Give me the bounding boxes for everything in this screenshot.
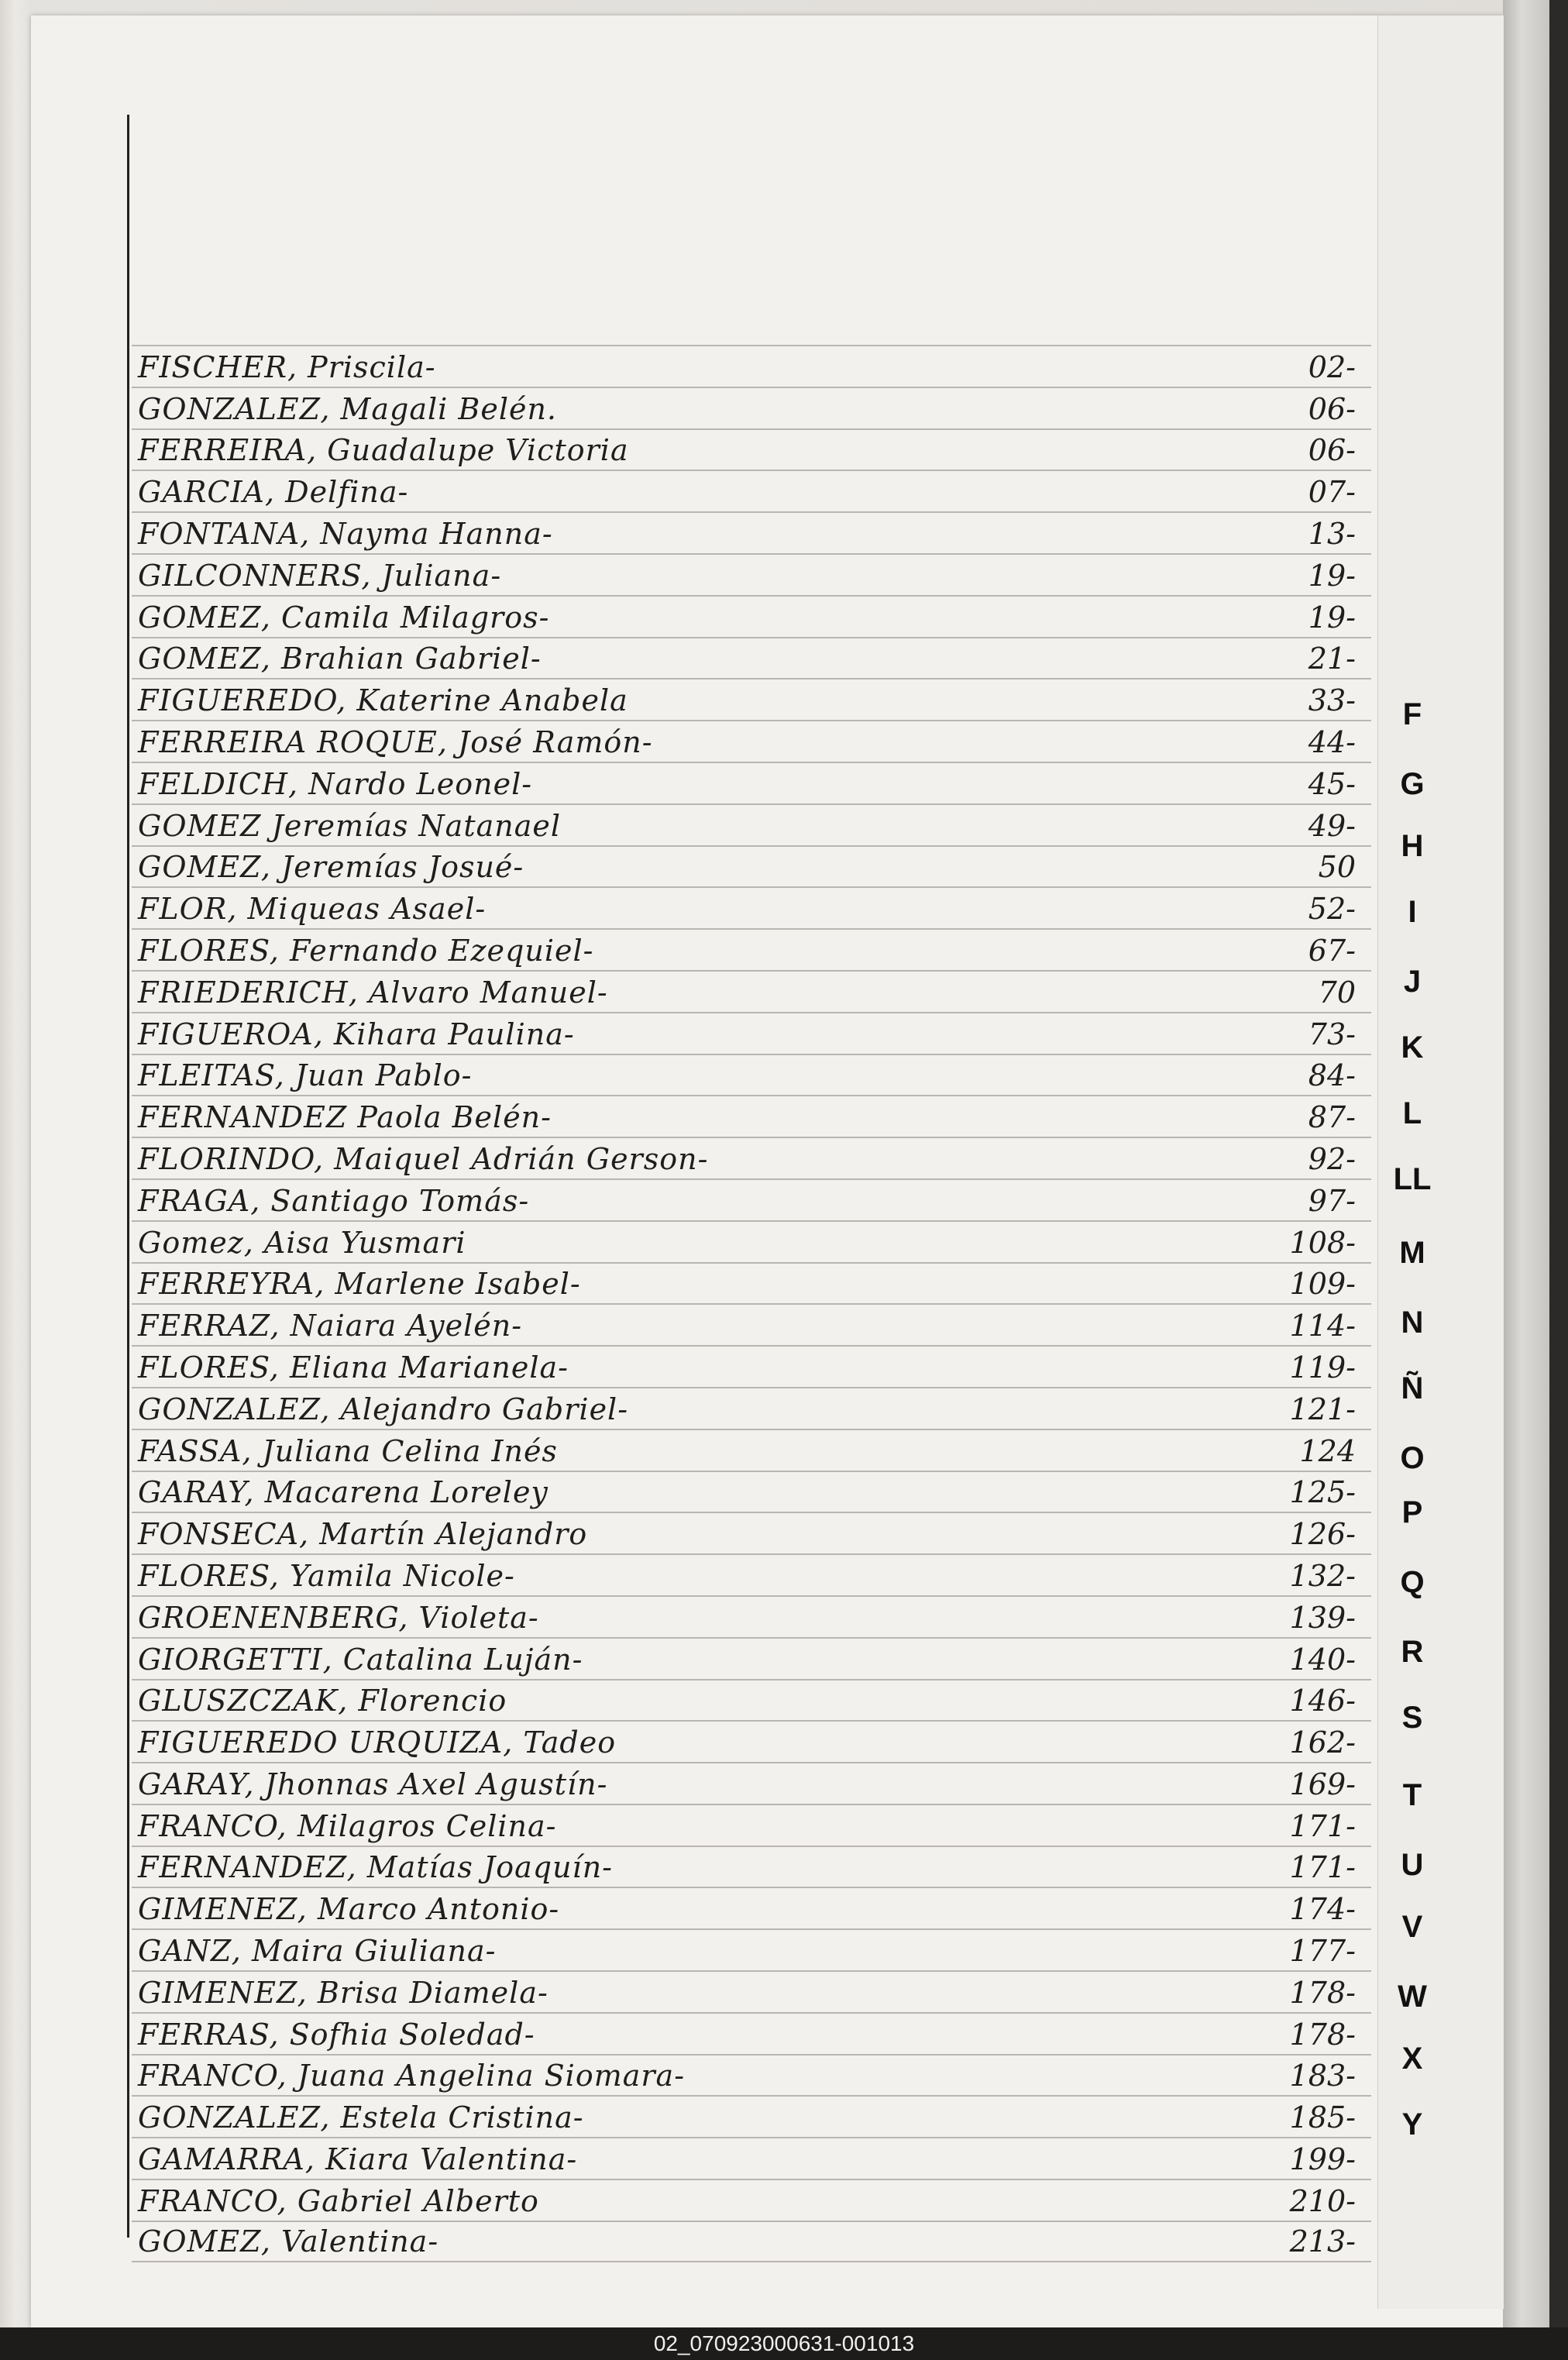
entry-page-number: 132- bbox=[1289, 1558, 1356, 1593]
entry-page-number: 139- bbox=[1289, 1600, 1356, 1635]
index-tab-letter[interactable]: M bbox=[1399, 1236, 1425, 1270]
ledger-row bbox=[132, 1762, 1371, 1804]
entry-page-number: 178- bbox=[1289, 2017, 1356, 2052]
entry-name: GARAY, Macarena Loreley bbox=[138, 1475, 548, 1510]
entry-page-number: 171- bbox=[1289, 1850, 1356, 1885]
ledger-row bbox=[132, 1345, 1371, 1387]
entry-name: GOMEZ, Valentina- bbox=[138, 2224, 439, 2259]
ledger-row bbox=[132, 1387, 1371, 1429]
entry-page-number: 146- bbox=[1289, 1684, 1356, 1718]
entry-page-number: 114- bbox=[1289, 1309, 1356, 1343]
entry-name: FERNANDEZ Paola Belén- bbox=[138, 1100, 552, 1135]
entry-page-number: 169- bbox=[1289, 1767, 1356, 1801]
ledger-row bbox=[132, 1887, 1371, 1928]
ledger-row bbox=[132, 1553, 1371, 1595]
entry-name: GOMEZ, Jeremías Josué- bbox=[138, 850, 524, 885]
entry-name: GAMARRA, Kiara Valentina- bbox=[138, 2142, 578, 2177]
entry-page-number: 07- bbox=[1308, 475, 1356, 510]
entry-name: FRAGA, Santiago Tomás- bbox=[138, 1183, 530, 1218]
entry-page-number: 177- bbox=[1289, 1934, 1356, 1969]
ledger-row bbox=[132, 1012, 1371, 1054]
entry-name: FELDICH, Nardo Leonel- bbox=[138, 766, 533, 801]
ledger-row bbox=[132, 803, 1371, 845]
entry-name: FLORES, Yamila Nicole- bbox=[138, 1558, 515, 1593]
entry-name: FERRAS, Sofhia Soledad- bbox=[138, 2017, 535, 2052]
entry-name: GONZALEZ, Estela Cristina- bbox=[138, 2100, 584, 2135]
entry-name: GOMEZ, Camila Milagros- bbox=[138, 600, 550, 635]
entry-name: GARCIA, Delfina- bbox=[138, 475, 409, 510]
entry-name: GANZ, Maira Giuliana- bbox=[138, 1934, 497, 1969]
entry-page-number: 52- bbox=[1308, 892, 1356, 927]
entry-page-number: 70 bbox=[1318, 975, 1356, 1010]
index-tab-letter[interactable]: P bbox=[1401, 1495, 1423, 1529]
entry-page-number: 126- bbox=[1289, 1517, 1356, 1552]
image-id-footer: 02_070923000631-001013 bbox=[0, 2327, 1568, 2360]
entry-page-number: 21- bbox=[1308, 642, 1356, 676]
index-tab-letter[interactable]: F bbox=[1402, 697, 1422, 731]
ledger-row bbox=[132, 2095, 1371, 2137]
entry-page-number: 178- bbox=[1289, 1975, 1356, 2010]
entry-name: FASSA, Juliana Celina Inés bbox=[138, 1433, 558, 1468]
entry-page-number: 199- bbox=[1289, 2142, 1356, 2177]
entry-page-number: 140- bbox=[1289, 1642, 1356, 1677]
ledger-row bbox=[132, 1054, 1371, 1096]
entry-page-number: 124 bbox=[1299, 1433, 1356, 1468]
entry-name: FONTANA, Nayma Hanna- bbox=[138, 516, 553, 551]
entry-page-number: 174- bbox=[1289, 1892, 1356, 1927]
entry-name: FLEITAS, Juan Pablo- bbox=[138, 1058, 473, 1093]
index-tab-letter[interactable]: J bbox=[1403, 965, 1422, 999]
entry-name: FERREIRA, Guadalupe Victoria bbox=[138, 433, 629, 468]
ledger-row bbox=[132, 1262, 1371, 1304]
entry-page-number: 44- bbox=[1308, 724, 1356, 759]
ledger-row bbox=[132, 886, 1371, 928]
entry-page-number: 108- bbox=[1289, 1225, 1356, 1260]
index-tab-letter[interactable]: X bbox=[1401, 2042, 1423, 2076]
entry-name: FIGUEREDO, Katerine Anabela bbox=[138, 683, 628, 718]
index-tab-letter[interactable]: W bbox=[1398, 1980, 1427, 2014]
entry-name: FRANCO, Gabriel Alberto bbox=[138, 2183, 539, 2218]
entry-name: Gomez, Aisa Yusmari bbox=[138, 1225, 466, 1260]
entry-page-number: 49- bbox=[1308, 808, 1356, 843]
entry-page-number: 50 bbox=[1318, 850, 1356, 885]
ledger-row bbox=[132, 1637, 1371, 1679]
entry-name: FRANCO, Milagros Celina- bbox=[138, 1808, 557, 1843]
entry-page-number: 73- bbox=[1308, 1017, 1356, 1051]
index-tab-letter[interactable]: Ñ bbox=[1401, 1371, 1424, 1405]
ledger-row bbox=[132, 2137, 1371, 2179]
entry-name: GIMENEZ, Marco Antonio- bbox=[138, 1892, 560, 1927]
ledger-row bbox=[132, 845, 1371, 887]
index-tab-letter[interactable]: Y bbox=[1401, 2107, 1423, 2142]
index-tab-letter[interactable]: O bbox=[1400, 1441, 1425, 1475]
entry-page-number: 185- bbox=[1289, 2100, 1356, 2135]
entry-name: GROENENBERG, Violeta- bbox=[138, 1600, 539, 1635]
entry-name: GLUSZCZAK, Florencio bbox=[138, 1684, 507, 1718]
index-tab-letter[interactable]: I bbox=[1408, 895, 1417, 929]
entry-name: GARAY, Jhonnas Axel Agustín- bbox=[138, 1767, 608, 1801]
index-tab-letter[interactable]: R bbox=[1401, 1635, 1424, 1669]
ledger-row bbox=[132, 1720, 1371, 1762]
entry-page-number: 125- bbox=[1289, 1475, 1356, 1510]
ledger-row bbox=[132, 2179, 1371, 2221]
ledger-row bbox=[132, 637, 1371, 679]
entry-page-number: 19- bbox=[1308, 558, 1356, 593]
entry-page-number: 87- bbox=[1308, 1100, 1356, 1135]
entry-page-number: 183- bbox=[1289, 2059, 1356, 2093]
entry-name: FRIEDERICH, Alvaro Manuel- bbox=[138, 975, 608, 1010]
ledger-row bbox=[132, 2012, 1371, 2054]
entry-page-number: 33- bbox=[1308, 683, 1356, 718]
ledger-row bbox=[132, 428, 1371, 470]
entry-name: FERRAZ, Naiara Ayelén- bbox=[138, 1309, 523, 1343]
ledger-row bbox=[132, 1512, 1371, 1553]
ledger-row bbox=[132, 470, 1371, 511]
entry-page-number: 06- bbox=[1308, 433, 1356, 468]
entry-name: GONZALEZ, Alejandro Gabriel- bbox=[138, 1392, 629, 1426]
margin-rule bbox=[127, 115, 129, 2238]
index-tab-letter[interactable]: L bbox=[1402, 1096, 1422, 1130]
ledger-row bbox=[132, 345, 1371, 387]
ledger-row bbox=[132, 595, 1371, 637]
ledger-row bbox=[132, 720, 1371, 762]
ledger-row bbox=[132, 387, 1371, 428]
entry-page-number: 06- bbox=[1308, 391, 1356, 426]
ledger-row bbox=[132, 1804, 1371, 1846]
ledger-row bbox=[132, 1679, 1371, 1721]
ledger-row bbox=[132, 1595, 1371, 1637]
index-tab-letter[interactable]: Q bbox=[1400, 1565, 1425, 1599]
entry-page-number: 92- bbox=[1308, 1141, 1356, 1176]
entry-page-number: 171- bbox=[1289, 1808, 1356, 1843]
ledger-row bbox=[132, 1928, 1371, 1970]
index-tab-letter[interactable]: T bbox=[1402, 1778, 1422, 1812]
entry-page-number: 67- bbox=[1308, 933, 1356, 968]
entry-page-number: 02- bbox=[1308, 349, 1356, 384]
entry-page-number: 121- bbox=[1289, 1392, 1356, 1426]
ledger-row bbox=[132, 928, 1371, 970]
entry-name: FERREIRA ROQUE, José Ramón- bbox=[138, 724, 653, 759]
index-tab-letter[interactable]: K bbox=[1401, 1030, 1424, 1065]
entry-name: FERNANDEZ, Matías Joaquín- bbox=[138, 1850, 614, 1885]
entry-name: GOMEZ, Brahian Gabriel- bbox=[138, 642, 542, 676]
index-tab-letter[interactable]: V bbox=[1401, 1910, 1423, 1944]
ledger-row bbox=[132, 1970, 1371, 2012]
entry-page-number: 84- bbox=[1308, 1058, 1356, 1093]
index-tab-letter[interactable]: H bbox=[1401, 829, 1424, 863]
ledger-row bbox=[132, 1846, 1371, 1887]
index-tab-letter[interactable]: G bbox=[1400, 767, 1425, 801]
entry-name: FIGUEREDO URQUIZA, Tadeo bbox=[138, 1725, 617, 1760]
ledger-row bbox=[132, 970, 1371, 1012]
ledger-row bbox=[132, 1137, 1371, 1178]
entry-name: FIGUEROA, Kihara Paulina- bbox=[138, 1017, 575, 1051]
ledger-row bbox=[132, 1220, 1371, 1262]
ledger-row bbox=[132, 2221, 1371, 2262]
index-tab-letter[interactable]: U bbox=[1401, 1848, 1424, 1882]
index-tab-letter[interactable]: S bbox=[1401, 1701, 1423, 1735]
entry-name: FLORES, Fernando Ezequiel- bbox=[138, 933, 594, 968]
entry-page-number: 109- bbox=[1289, 1267, 1356, 1302]
ledger-row bbox=[132, 2054, 1371, 2096]
ledger-row bbox=[132, 678, 1371, 720]
entry-name: GILCONNERS, Juliana- bbox=[138, 558, 502, 593]
entry-page-number: 162- bbox=[1289, 1725, 1356, 1760]
entry-name: FLORINDO, Maiquel Adrián Gerson- bbox=[138, 1141, 709, 1176]
ledger-row bbox=[132, 1303, 1371, 1345]
entry-name: FERREYRA, Marlene Isabel- bbox=[138, 1267, 581, 1302]
binder-spine bbox=[1503, 0, 1549, 2327]
entry-name: FLORES, Eliana Marianela- bbox=[138, 1350, 569, 1385]
ledger-row bbox=[132, 511, 1371, 553]
entry-name: FONSECA, Martín Alejandro bbox=[138, 1517, 588, 1552]
entry-name: FLOR, Miqueas Asael- bbox=[138, 892, 487, 927]
entry-page-number: 210- bbox=[1289, 2183, 1356, 2218]
entry-page-number: 19- bbox=[1308, 600, 1356, 635]
index-ledger bbox=[132, 345, 1371, 2262]
entry-page-number: 97- bbox=[1308, 1183, 1356, 1218]
entry-page-number: 45- bbox=[1308, 766, 1356, 801]
entry-page-number: 213- bbox=[1289, 2224, 1356, 2259]
entry-name: GIMENEZ, Brisa Diamela- bbox=[138, 1975, 548, 2010]
ledger-row bbox=[132, 553, 1371, 595]
entry-name: FISCHER, Priscila- bbox=[138, 349, 436, 384]
ledger-row bbox=[132, 1178, 1371, 1220]
entry-page-number: 13- bbox=[1308, 516, 1356, 551]
ledger-row bbox=[132, 1429, 1371, 1471]
entry-name: GOMEZ Jeremías Natanael bbox=[138, 808, 562, 843]
index-tab-letter[interactable]: N bbox=[1401, 1306, 1424, 1340]
entry-name: GIORGETTI, Catalina Luján- bbox=[138, 1642, 583, 1677]
ledger-row bbox=[132, 762, 1371, 803]
index-tab-letter[interactable]: LL bbox=[1393, 1162, 1432, 1196]
ledger-row bbox=[132, 1471, 1371, 1512]
ledger-row bbox=[132, 1095, 1371, 1137]
entry-name: FRANCO, Juana Angelina Siomara- bbox=[138, 2059, 686, 2093]
entry-page-number: 119- bbox=[1289, 1350, 1356, 1385]
entry-name: GONZALEZ, Magali Belén. bbox=[138, 391, 558, 426]
